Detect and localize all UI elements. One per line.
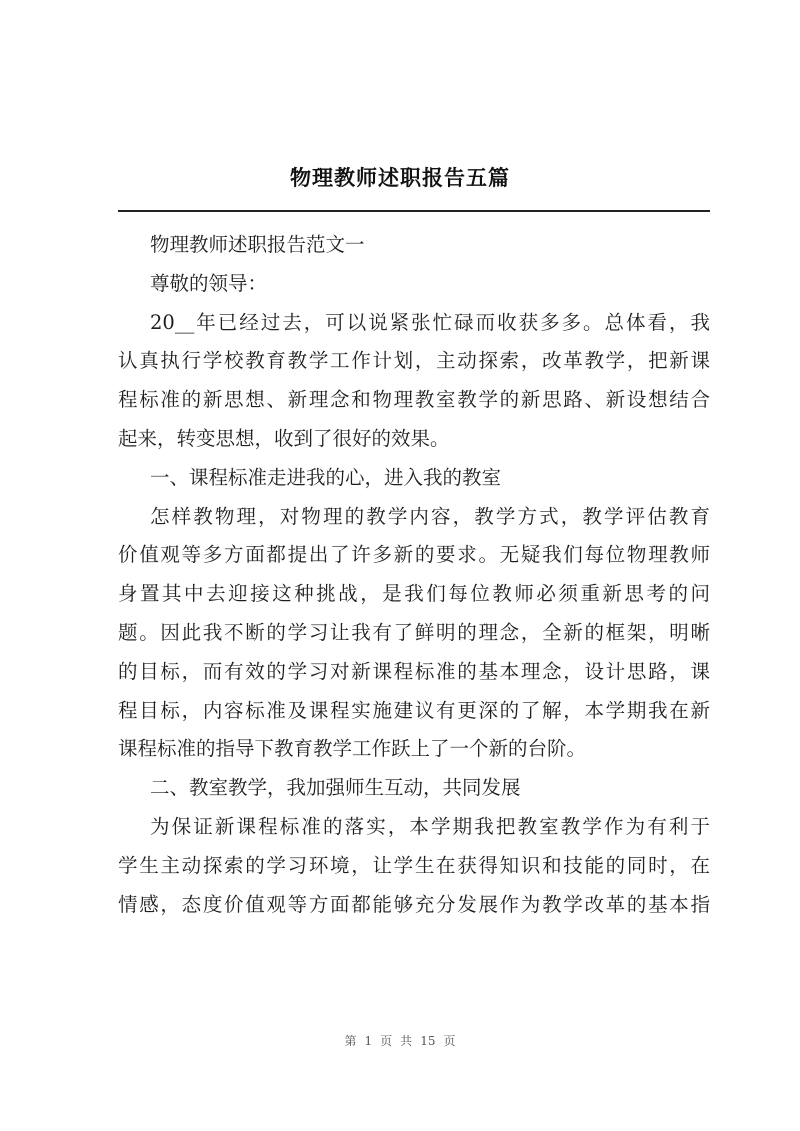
text-line: 课程标准的指导下教育教学工作跃上了一个新的台阶。 — [118, 737, 587, 761]
text-line: 怎样教物理，对物理的教学内容，教学方式，教学评估教育 — [150, 504, 710, 528]
footer-page-word: 页 — [380, 1034, 393, 1048]
text-line: 起来，转变思想，收到了很好的效果。 — [118, 426, 450, 450]
document-title: 物理教师述职报告五篇 — [290, 165, 510, 190]
footer-current-page: 1 — [364, 1034, 373, 1048]
page-footer — [0, 1032, 800, 1049]
footer-total-word: 页 — [443, 1034, 456, 1048]
document-body — [118, 226, 710, 924]
text-line: 的目标，而有效的学习对新课程标准的基本理念，设计思路，课 — [118, 659, 710, 683]
text-line: 认真执行学校教育教学工作计划，主动探索，改革教学，把新课 — [118, 349, 710, 373]
text-line: 20__年已经过去，可以说紧张忙碌而收获多多。总体看，我 — [150, 310, 710, 334]
text-line: 程标准的新思想、新理念和物理教室教学的新思路、新设想结合 — [118, 388, 710, 412]
text-line: 学生主动探索的学习环境，让学生在获得知识和技能的同时，在 — [118, 853, 710, 877]
text-line: 尊敬的领导： — [150, 271, 268, 295]
text-line: 物理教师述职报告范文一 — [150, 233, 365, 256]
text-line: 为保证新课程标准的落实，本学期我把教室教学作为有利于 — [150, 814, 710, 838]
text-line: 一、课程标准走进我的心，进入我的教室 — [150, 465, 502, 489]
footer-total-pages: 15 — [420, 1034, 436, 1048]
text-line: 价值观等多方面都提出了许多新的要求。无疑我们每位物理教师 — [118, 543, 710, 567]
text-line: 情感，态度价值观等方面都能够充分发展作为教学改革的基本指 — [118, 892, 710, 916]
footer-page-label: 第 — [344, 1034, 357, 1048]
title-divider — [118, 210, 710, 212]
text-line: 二、教室教学，我加强师生互动，共同发展 — [150, 776, 521, 800]
text-line: 身置其中去迎接这种挑战，是我们每位教师必须重新思考的问 — [118, 582, 710, 606]
text-line: 题。因此我不断的学习让我有了鲜明的理念，全新的框架，明晰 — [118, 620, 710, 644]
footer-total-label: 共 — [400, 1034, 413, 1048]
text-line: 程目标，内容标准及课程实施建议有更深的了解，本学期我在新 — [118, 698, 710, 722]
